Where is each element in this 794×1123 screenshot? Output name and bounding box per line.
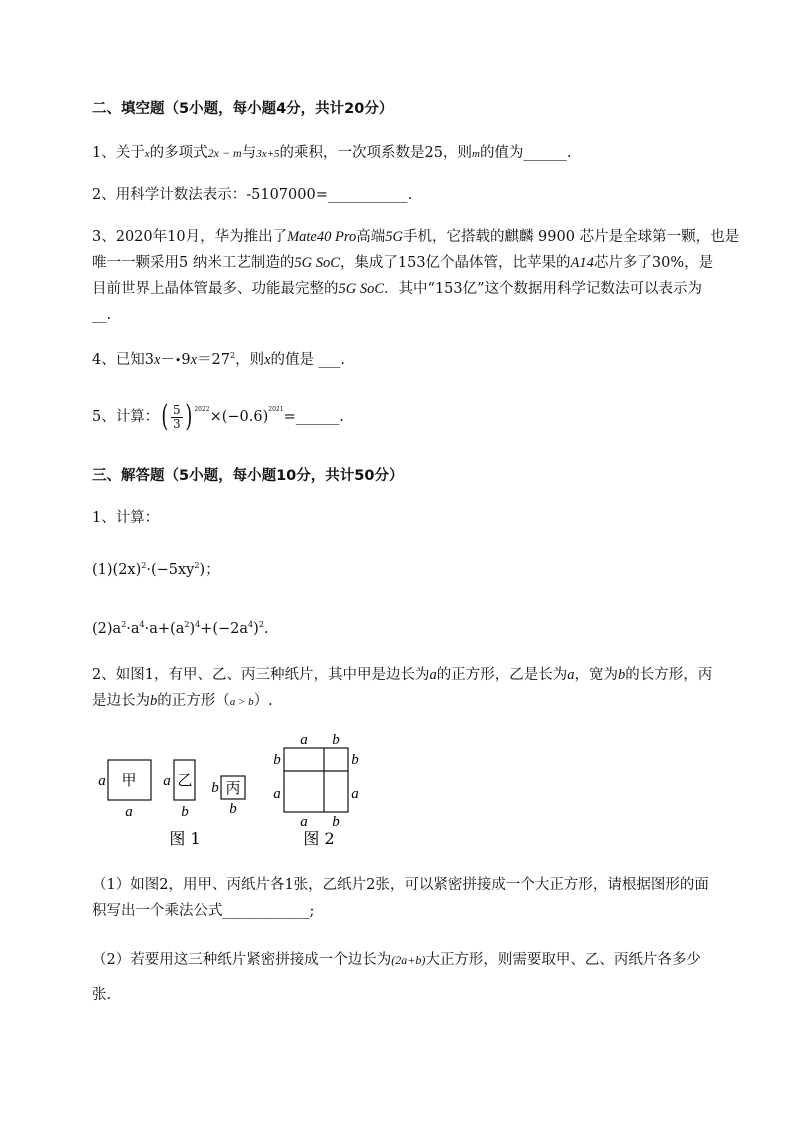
question-fill-3-line1 <box>92 227 739 247</box>
q5-exponent-2: 2021 <box>268 406 284 413</box>
label-bing: 丙 <box>225 779 241 797</box>
q3-text: 高端 <box>356 229 386 245</box>
s3q1-p1-text: (1)(2x) <box>92 561 142 578</box>
q1-var-x: x <box>144 148 150 160</box>
section-heading-solve: 三、解答题（5小题，每小题10分，共计50分） <box>92 468 404 484</box>
s3q2-text: ）. <box>253 693 273 709</box>
q4-text: ＝27 <box>197 351 231 368</box>
figure-paper-pieces <box>92 732 382 852</box>
sub2-expr: (2a+b) <box>391 953 426 967</box>
q3-math-5gsoc: 5G SoC <box>338 281 385 297</box>
q4-text: 4、已知3 <box>92 351 154 368</box>
q3-math-5g: 5G <box>385 229 403 245</box>
q3-text: 唯一一颗采用5 纳米工艺制造的 <box>92 255 295 271</box>
s3q1-p2-exp: 2 <box>121 620 127 629</box>
label-a-left-jia: a <box>98 773 106 789</box>
question-fill-2: 2、用科学计数法表示：-5107000=___________. <box>92 187 413 203</box>
q4-text: 9 <box>181 351 191 368</box>
label-b-left: b <box>273 752 281 768</box>
label-b-right: b <box>351 752 359 768</box>
q3-text: 芯片多了30%，是 <box>593 255 714 271</box>
s3q1-p2-text: ) <box>189 620 196 637</box>
s3q1-p2-text: . <box>263 620 269 637</box>
s3q2-condition: a > b <box>229 696 254 708</box>
q1-text-b: 的多项式 <box>149 145 208 161</box>
label-a-left: a <box>273 786 281 802</box>
question-solve-1-title: 1、计算： <box>92 510 160 526</box>
q5-denominator: 3 <box>172 416 181 431</box>
label-jia: 甲 <box>121 771 137 789</box>
q5-exponent-1: 2022 <box>194 406 210 413</box>
q4-var-x: x <box>190 351 198 368</box>
s3q1-p2-text: ) <box>253 620 259 637</box>
q3-text: ．其中“153亿”这个数据用科学记数法可以表示为 <box>384 281 703 297</box>
s3q1-p2-text: ·a <box>126 620 140 637</box>
q5-numerator: 5 <box>172 402 181 417</box>
q4-exponent: 2 <box>230 351 236 360</box>
label-a-top: a <box>300 732 308 748</box>
q4-text: 的值是 ___. <box>270 351 346 368</box>
q1-expr1: 2x − m <box>207 146 242 160</box>
q4-text: － <box>160 351 175 368</box>
label-b-bottom: b <box>332 814 340 830</box>
q4-var-x: x <box>264 351 271 368</box>
s3q1-p1-exp: 2 <box>194 561 200 570</box>
q4-multiply-glyph: • <box>174 353 182 367</box>
label-a-bottom: a <box>300 814 308 830</box>
q1-expr2: 3x+5 <box>256 148 280 160</box>
s3q2-var-a: a <box>567 667 575 683</box>
question-solve-1-part1 <box>92 556 220 580</box>
s3q2-text: 的正方形，乙是长为 <box>436 667 568 683</box>
q3-text: 手机，它搭载的麒麟 9900 芯片是全球第一颗，也是 <box>402 229 740 245</box>
question-fill-3-line2 <box>92 253 713 273</box>
label-b-bottom-yi: b <box>181 804 189 820</box>
big-square <box>284 748 348 812</box>
s3q2-text: ，宽为 <box>574 667 618 683</box>
question-fill-3-line4: __. <box>92 307 112 323</box>
q1-text-c: 与 <box>241 145 257 161</box>
q3-text: 3、2020年10月，华为推出了 <box>92 229 288 245</box>
label-b-left-bing: b <box>211 780 219 796</box>
caption-figure-1: 图 1 <box>169 829 201 848</box>
s3q1-p2-text: ·a+(a <box>144 620 185 637</box>
q3-text: 目前世界上晶体管最多、功能最完整的 <box>92 281 339 297</box>
subquestion-2-line2: 张. <box>92 987 112 1003</box>
s3q1-p2-text: +(−2a <box>200 620 249 637</box>
q5-text: =______. <box>283 409 344 425</box>
subquestion-2-line1 <box>92 950 701 970</box>
s3q2-var-b: b <box>617 667 626 683</box>
sub2-text: （2）若要用这三种纸片紧密拼接成一个边长为 <box>92 952 392 968</box>
label-b-top: b <box>332 732 340 748</box>
q3-text: ，集成了153亿个晶体管，比苹果的 <box>339 255 571 271</box>
question-fill-3-line3 <box>92 279 702 299</box>
q1-text-e: 的值为______. <box>479 145 572 161</box>
q5-text: 5、计算： <box>92 409 160 425</box>
question-solve-2-line1 <box>92 665 712 685</box>
s3q1-p2-exp: 2 <box>184 620 190 629</box>
sub2-text: 大正方形，则需要取甲、乙、丙纸片各多少 <box>425 952 701 968</box>
q4-text: ，则 <box>235 351 265 368</box>
subquestion-1-line2: 积写出一个乘法公式____________; <box>92 903 315 919</box>
label-b-bottom-bing: b <box>229 801 237 817</box>
question-solve-2-line2 <box>92 691 273 712</box>
question-fill-5 <box>92 400 344 437</box>
label-a-bottom-jia: a <box>125 804 133 820</box>
q5-fraction <box>171 404 183 431</box>
s3q2-text: 的正方形（ <box>157 693 230 709</box>
section-heading-fill-in: 二、填空题（5小题，每小题4分，共计20分） <box>92 101 394 117</box>
label-a-left-yi: a <box>163 773 171 789</box>
label-a-right: a <box>351 786 359 802</box>
s3q1-p2-exp: 4 <box>195 620 201 629</box>
q4-var-x: x <box>153 351 161 368</box>
s3q2-text: 2、如图1，有甲、乙、丙三种纸片，其中甲是边长为 <box>92 667 430 683</box>
s3q1-p2-text: (2)a <box>92 620 122 637</box>
s3q1-p1-text: ·(−5xy <box>146 561 195 578</box>
label-yi: 乙 <box>177 771 193 789</box>
q5-right-paren: ) <box>184 399 192 434</box>
q3-math-5gsoc: 5G SoC <box>294 255 340 271</box>
question-fill-1 <box>92 143 572 164</box>
caption-figure-2: 图 2 <box>303 829 335 848</box>
q3-math-a14: A14 <box>570 255 594 271</box>
s3q1-p2-exp: 2 <box>258 620 264 629</box>
q1-var-m: m <box>471 148 480 160</box>
q1-text-d: 的乘积，一次项系数是25，则 <box>279 145 472 161</box>
question-solve-1-part2 <box>92 615 269 639</box>
subquestion-1-line1: （1）如图2，用甲、丙纸片各1张，乙纸片2张，可以紧密拼接成一个大正方形，请根据图形的面 <box>92 877 709 893</box>
s3q1-p2-exp: 4 <box>248 620 254 629</box>
s3q1-p1-text: )； <box>199 561 220 578</box>
question-fill-4 <box>92 346 345 371</box>
s3q1-p1-exp: 2 <box>141 561 147 570</box>
s3q1-p2-exp: 4 <box>139 620 145 629</box>
q5-left-paren: ( <box>161 399 169 434</box>
s3q2-var-b: b <box>150 693 158 709</box>
s3q2-var-a: a <box>429 667 437 683</box>
s3q2-text: 的长方形，丙 <box>625 667 713 683</box>
s3q2-text: 是边长为 <box>92 693 150 709</box>
q3-math-mate40pro: Mate40 Pro <box>287 229 357 245</box>
q5-text: ×(−0.6) <box>209 409 269 425</box>
q1-text-a: 1、关于 <box>92 145 145 161</box>
